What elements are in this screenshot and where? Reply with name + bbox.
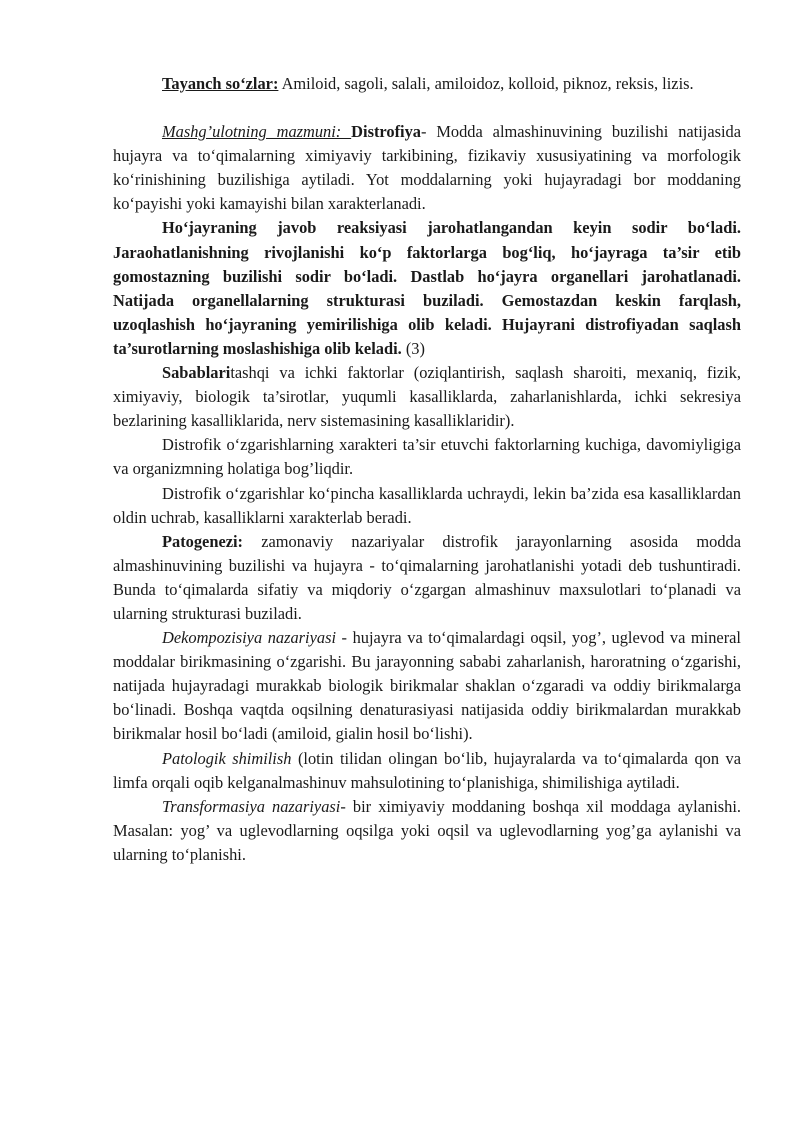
content-text: - Modda almashinuvining buzilishi natijasida hujayra va to‘qimalarning ximiyaviy tarkibining, fizikaviy xususiyatining va morfologik ko‘rinishining buzilishiga aytiladi. Yot moddalarning yoki hujayradagi bor moddaning ko‘payishi yoki kamayishi bilan xarakterlanadi. (113, 122, 742, 214)
absorption-paragraph (113, 747, 741, 795)
character-text: Distrofik o‘zgarishlarning xarakteri ta’sir etuvchi faktorlarning kuchiga, davomiyligiga va organizmning holatiga bog’liqdir. (113, 435, 741, 479)
absorption-label: Patologik shimilish (162, 748, 292, 768)
pathogenesis-label: Patogenezi: (162, 531, 244, 551)
decomposition-label: Dekompozisiya nazariyasi (162, 628, 336, 648)
causes-paragraph (113, 361, 741, 433)
occurrence-text: Distrofik o‘zgarishlar ko‘pincha kasalliklarda uchraydi, lekin ba’zida esa kasalliklardan oldin uchrab, kasalliklarni xarakterlab beradi. (113, 483, 741, 527)
content-paragraph (113, 120, 741, 216)
transformation-label: Transformasiya nazariyasi (162, 796, 341, 816)
character-paragraph (113, 433, 741, 481)
decomposition-text: - hujayra va to‘qimalardagi oqsil, yog’, uglevod va mineral moddalar birikmasining o‘zgarishi. Bu jarayonning sababi zaharlanish, haroratning o‘zgarishi, natijada hujayradagi murakkab biologik birikmalar shaklan o‘zgaradi va oddiy birikmalarga bo‘linadi. Boshqa vaqtda oqsilning denaturasiyasi natijasida oddiy birikmalardan murakkab birikmalar hosil bo‘ladi (amiloid, gialin hosil bo‘lishi). (113, 628, 741, 744)
decomposition-paragraph (113, 626, 741, 746)
content-label: Mashg’ulotning mazmuni: (162, 122, 352, 142)
causes-text: tashqi va ichki faktorlar (oziqlantirish, saqlash sharoiti, mexaniq, fizik, ximiyaviy, biologik ta’sirotlar, yuqumli kasalliklarda, zaharlanishlarda, ichki sekresiya bezlarining kasalliklarida, nerv sistemasining kasalliklaridir). (113, 363, 741, 431)
keywords-text: Amiloid, sagoli, salali, amiloidoz, kolloid, piknoz, reksis, lizis. (278, 74, 694, 93)
bold-reference: (3) (401, 338, 425, 358)
transformation-paragraph (113, 795, 741, 867)
absorption-text: (lotin tilidan olingan bo‘lib, hujayralarda va to‘qimalarda qon va limfa orqali oqib kelganalmashinuv mahsulotining to‘planishiga, shimilishiga aytiladi. (113, 748, 742, 792)
bold-paragraph (113, 216, 741, 361)
bold-text: Ho‘jayraning javob reaksiyasi jarohatlangandan keyin sodir bo‘ladi. Jaraohatlanishning rivojlanishi ko‘p faktorlarga bog‘liq, ho‘jayraga ta’sir etib gomostazning buzilishi sodir bo‘ladi. Dastlab ho‘jayra organellari jarohatlanadi. Natijada organellalarning strukturasi buziladi. Gemostazdan keskin farqlash, uzoqlashish ho‘jayraning yemirilishiga olib keladi. Hujayrani distrofiyadan saqlash ta’surotlarning moslashishiga olib keladi. (113, 218, 741, 358)
content-term: Distrofiya (351, 122, 421, 142)
document-page (113, 72, 741, 867)
keywords-label: Tayanch so‘zlar: (162, 74, 279, 93)
transformation-text: - bir ximiyaviy moddaning boshqa xil moddaga aylanishi. Masalan: yog’ va uglevodlarning oqsilga yoki oqsil va uglevodlarning yog’ga aylanishi va ularning to‘planishi. (113, 796, 741, 864)
pathogenesis-paragraph (113, 530, 741, 626)
pathogenesis-text: zamonaviy nazariyalar distrofik jarayonlarning asosida modda almashinuvining buzilishi va hujayra - to‘qimalarning jarohatlanishi yotadi deb tushuntiradi. Bunda to‘qimalarda sifatiy va miqdoriy o‘zgargan almashinuv maxsulotlari to‘planadi va ularning strukturasi buziladi. (113, 531, 741, 623)
occurrence-paragraph (113, 482, 741, 530)
causes-label: Sabablari (162, 363, 231, 383)
keywords-paragraph (113, 72, 741, 96)
spacer (113, 96, 741, 120)
